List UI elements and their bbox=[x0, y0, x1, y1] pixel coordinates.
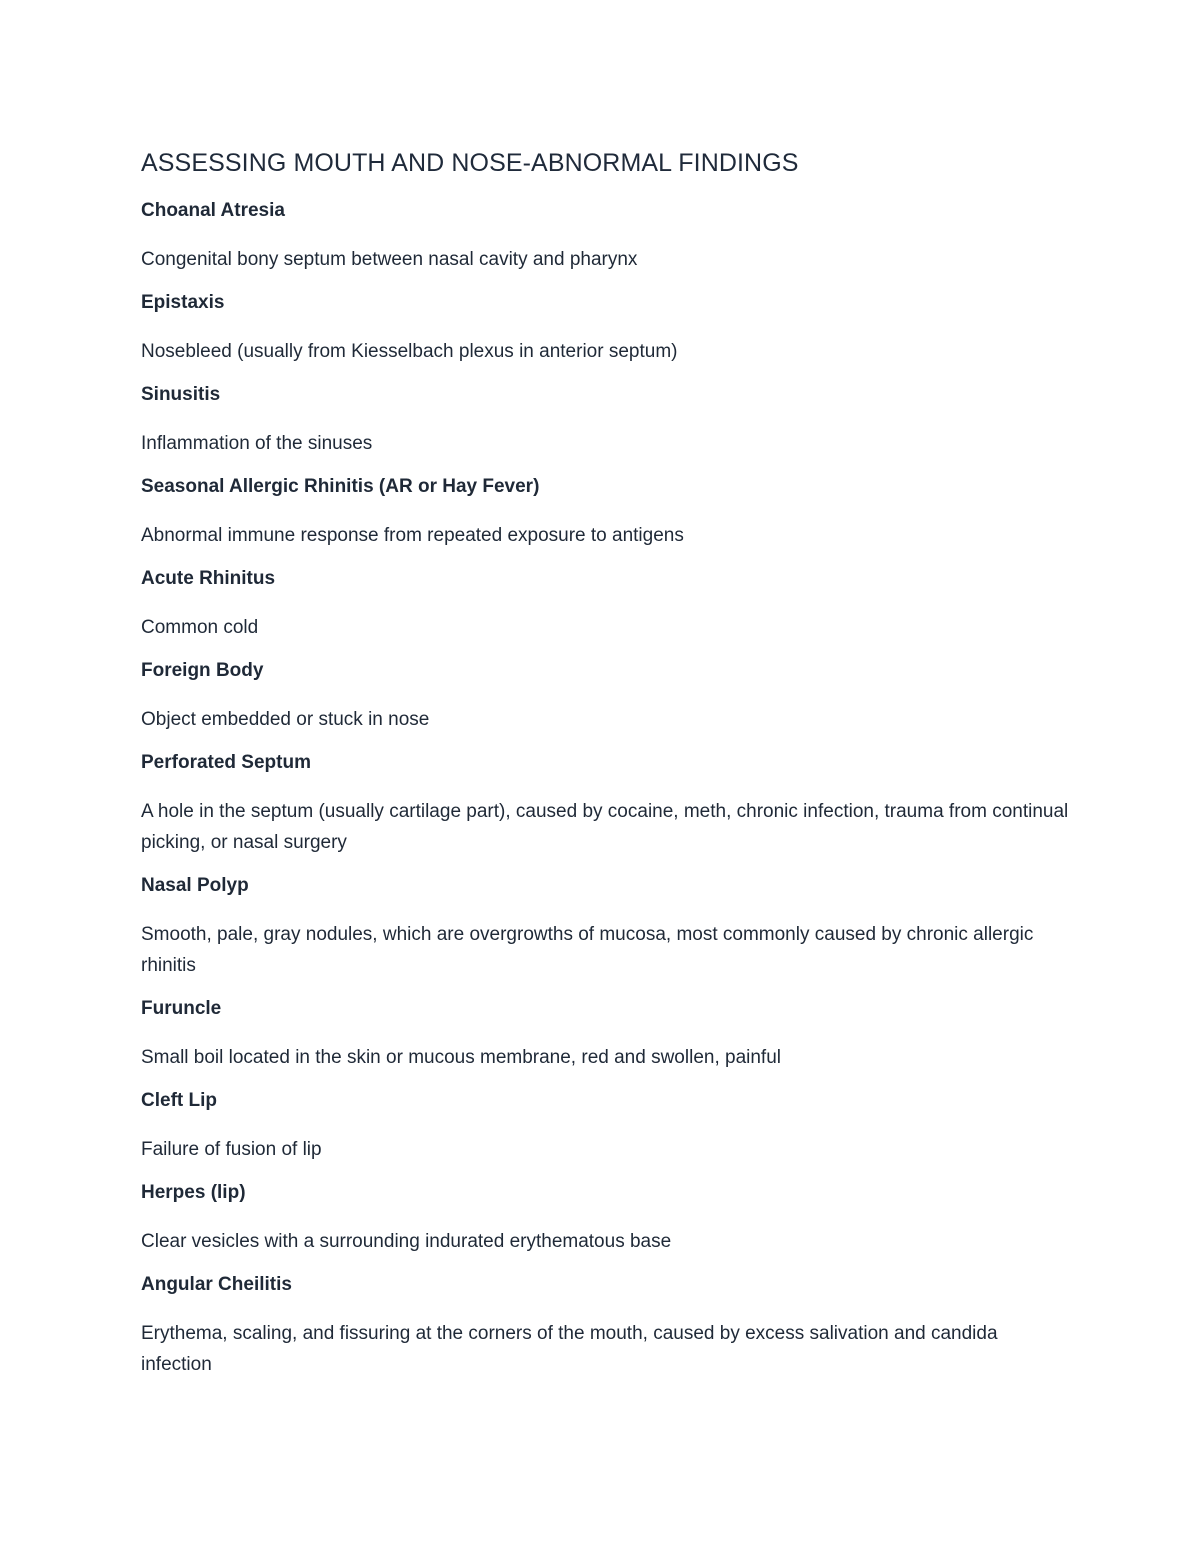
term-definition: Abnormal immune response from repeated exposure to antigens bbox=[141, 525, 684, 546]
entry bbox=[141, 1088, 1071, 1165]
entry bbox=[141, 198, 1071, 275]
term-definition: Erythema, scaling, and fissuring at the corners of the mouth, caused by excess salivation and candida infection bbox=[141, 1323, 998, 1375]
term-heading: Sinusitis bbox=[141, 384, 221, 405]
entry bbox=[141, 290, 1071, 367]
term-definition: Small boil located in the skin or mucous membrane, red and swollen, painful bbox=[141, 1047, 781, 1068]
entry bbox=[141, 1180, 1071, 1257]
entry bbox=[141, 474, 1071, 551]
entry bbox=[141, 750, 1071, 858]
term-definition: Congenital bony septum between nasal cavity and pharynx bbox=[141, 249, 638, 270]
term-heading: Nasal Polyp bbox=[141, 875, 249, 896]
term-heading: Perforated Septum bbox=[141, 752, 311, 773]
entry bbox=[141, 996, 1071, 1073]
term-heading: Angular Cheilitis bbox=[141, 1274, 292, 1295]
term-definition: Nosebleed (usually from Kiesselbach plexus in anterior septum) bbox=[141, 341, 678, 362]
term-definition: Clear vesicles with a surrounding indurated erythematous base bbox=[141, 1231, 672, 1252]
page-title: ASSESSING MOUTH AND NOSE-ABNORMAL FINDINGS bbox=[141, 149, 799, 177]
term-heading: Cleft Lip bbox=[141, 1090, 217, 1111]
term-heading: Acute Rhinitus bbox=[141, 568, 276, 589]
entry bbox=[141, 658, 1071, 735]
term-definition: Common cold bbox=[141, 617, 259, 638]
term-heading: Epistaxis bbox=[141, 292, 225, 313]
term-heading: Furuncle bbox=[141, 998, 222, 1019]
term-definition: Object embedded or stuck in nose bbox=[141, 709, 430, 730]
term-definition: Inflammation of the sinuses bbox=[141, 433, 373, 454]
term-definition: Failure of fusion of lip bbox=[141, 1139, 322, 1160]
entry bbox=[141, 1272, 1071, 1380]
entry bbox=[141, 382, 1071, 459]
term-heading: Foreign Body bbox=[141, 660, 264, 681]
document-content bbox=[141, 146, 1071, 1395]
entry bbox=[141, 566, 1071, 643]
term-heading: Choanal Atresia bbox=[141, 200, 285, 221]
term-definition: Smooth, pale, gray nodules, which are overgrowths of mucosa, most commonly caused by chronic allergic rhinitis bbox=[141, 924, 1034, 976]
entry bbox=[141, 873, 1071, 981]
term-heading: Herpes (lip) bbox=[141, 1182, 246, 1203]
term-heading: Seasonal Allergic Rhinitis (AR or Hay Fever) bbox=[141, 476, 540, 497]
term-definition: A hole in the septum (usually cartilage part), caused by cocaine, meth, chronic infection, trauma from continual picking, or nasal surgery bbox=[141, 801, 1069, 853]
